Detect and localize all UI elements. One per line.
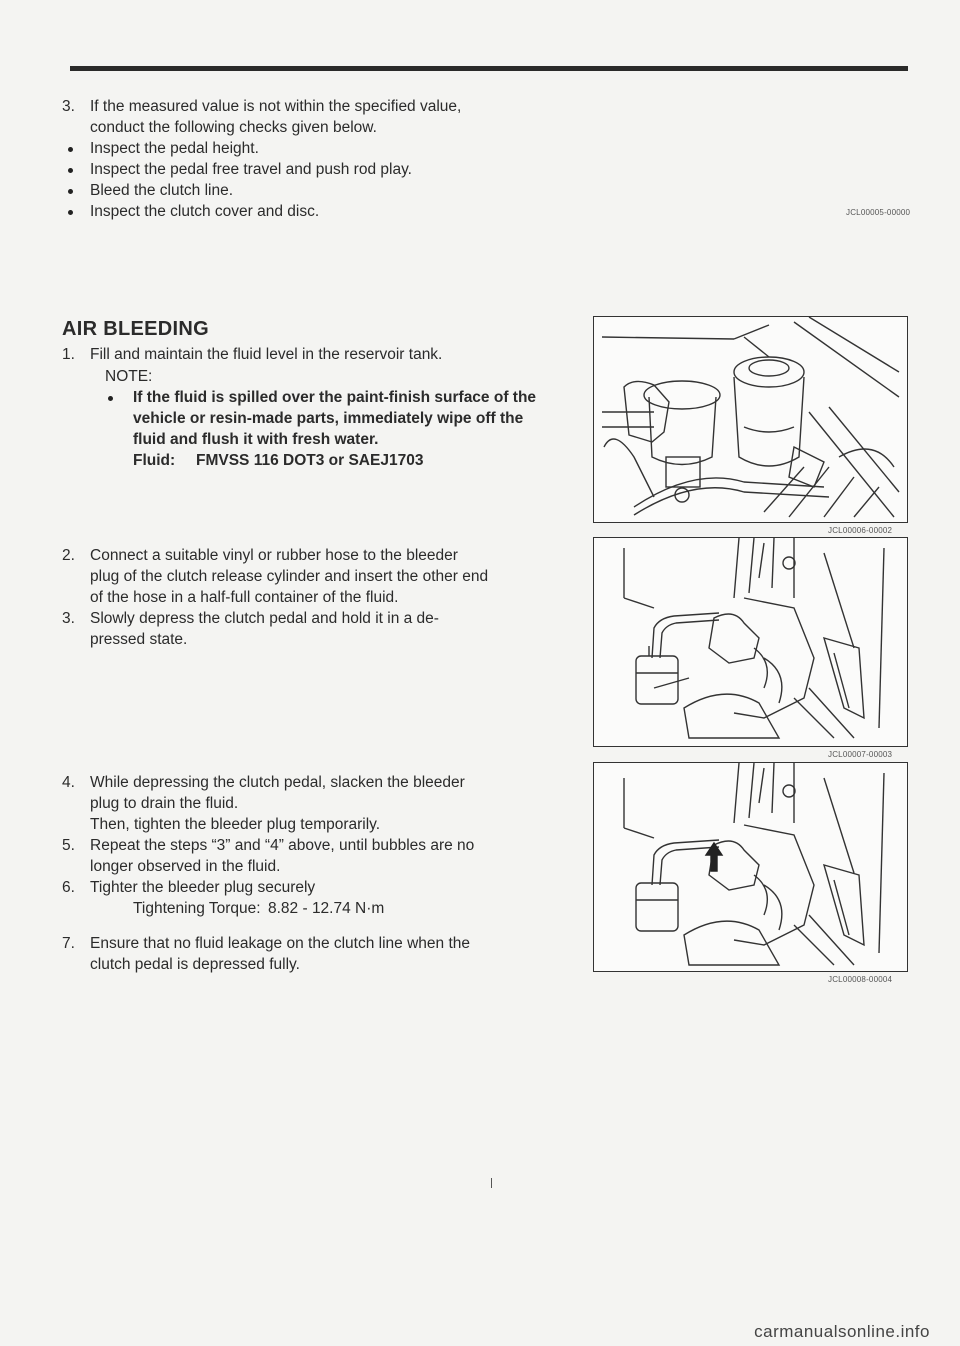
- list-item: Inspect the clutch cover and disc.: [90, 203, 320, 220]
- step-text: longer observed in the fluid.: [90, 858, 281, 875]
- bleeder-plug-arrow-illustration: [593, 762, 908, 972]
- note-text: vehicle or resin-made parts, immediately wipe off the: [133, 410, 524, 427]
- figure-code: JCL00008-00004: [828, 975, 893, 984]
- bullet-icon: [68, 189, 73, 194]
- list-item: Inspect the pedal free travel and push rod play.: [90, 161, 412, 178]
- step-number: 3.: [62, 98, 75, 115]
- step-text: Fill and maintain the fluid level in the reservoir tank.: [90, 346, 443, 363]
- step-text: If the measured value is not within the specified value,: [90, 98, 462, 115]
- step-text: clutch pedal is depressed fully.: [90, 956, 300, 973]
- fluid-value: FMVSS 116 DOT3 or SAEJ1703: [196, 452, 424, 469]
- page-mark: [491, 1178, 492, 1188]
- step-text: Tighter the bleeder plug securely: [90, 879, 316, 896]
- note-text: If the fluid is spilled over the paint-finish surface of the: [133, 389, 537, 406]
- footer-site: carmanualsonline.info: [754, 1322, 930, 1341]
- step-text: Then, tighten the bleeder plug temporarily.: [90, 816, 381, 833]
- list-item: Inspect the pedal height.: [90, 140, 259, 157]
- torque-label: Tightening Torque:: [133, 900, 261, 917]
- step-text: While depressing the clutch pedal, slacken the bleeder: [90, 774, 465, 791]
- bullet-icon: [68, 168, 73, 173]
- header-rule: [70, 66, 908, 71]
- step-number: 7.: [62, 935, 75, 952]
- step-number: 2.: [62, 547, 75, 564]
- reservoir-tank-illustration: [593, 316, 908, 523]
- step-text: Slowly depress the clutch pedal and hold it in a de-: [90, 610, 439, 627]
- bullet-icon: [68, 147, 73, 152]
- step-text: plug of the clutch release cylinder and insert the other end: [90, 568, 489, 585]
- step-number: 1.: [62, 346, 75, 363]
- bleeder-hose-illustration: [593, 537, 908, 747]
- step-number: 6.: [62, 879, 75, 896]
- step-text: of the hose in a half-full container of the fluid.: [90, 589, 399, 606]
- list-item: Bleed the clutch line.: [90, 182, 234, 199]
- figure-code: JCL00006-00002: [828, 526, 893, 535]
- step-text: Ensure that no fluid leakage on the clutch line when the: [90, 935, 471, 952]
- step-number: 4.: [62, 774, 75, 791]
- fluid-label: Fluid:: [133, 452, 176, 469]
- step-text: Repeat the steps “3” and “4” above, until bubbles are no: [90, 837, 475, 854]
- step-number: 5.: [62, 837, 75, 854]
- bullet-icon: [68, 210, 73, 215]
- section-heading: AIR BLEEDING: [62, 318, 209, 340]
- step-text: conduct the following checks given below.: [90, 119, 377, 136]
- step-text: pressed state.: [90, 631, 188, 648]
- bullet-icon: [108, 396, 113, 401]
- note-text: fluid and flush it with fresh water.: [133, 431, 379, 448]
- step-number: 3.: [62, 610, 75, 627]
- note-label: NOTE:: [105, 368, 153, 385]
- step-text: Connect a suitable vinyl or rubber hose to the bleeder: [90, 547, 458, 564]
- figure-code: JCL00007-00003: [828, 750, 893, 759]
- figure-code: JCL00005-00000: [846, 208, 911, 217]
- torque-value: 8.82 - 12.74 N·m: [268, 900, 385, 917]
- step-text: plug to drain the fluid.: [90, 795, 239, 812]
